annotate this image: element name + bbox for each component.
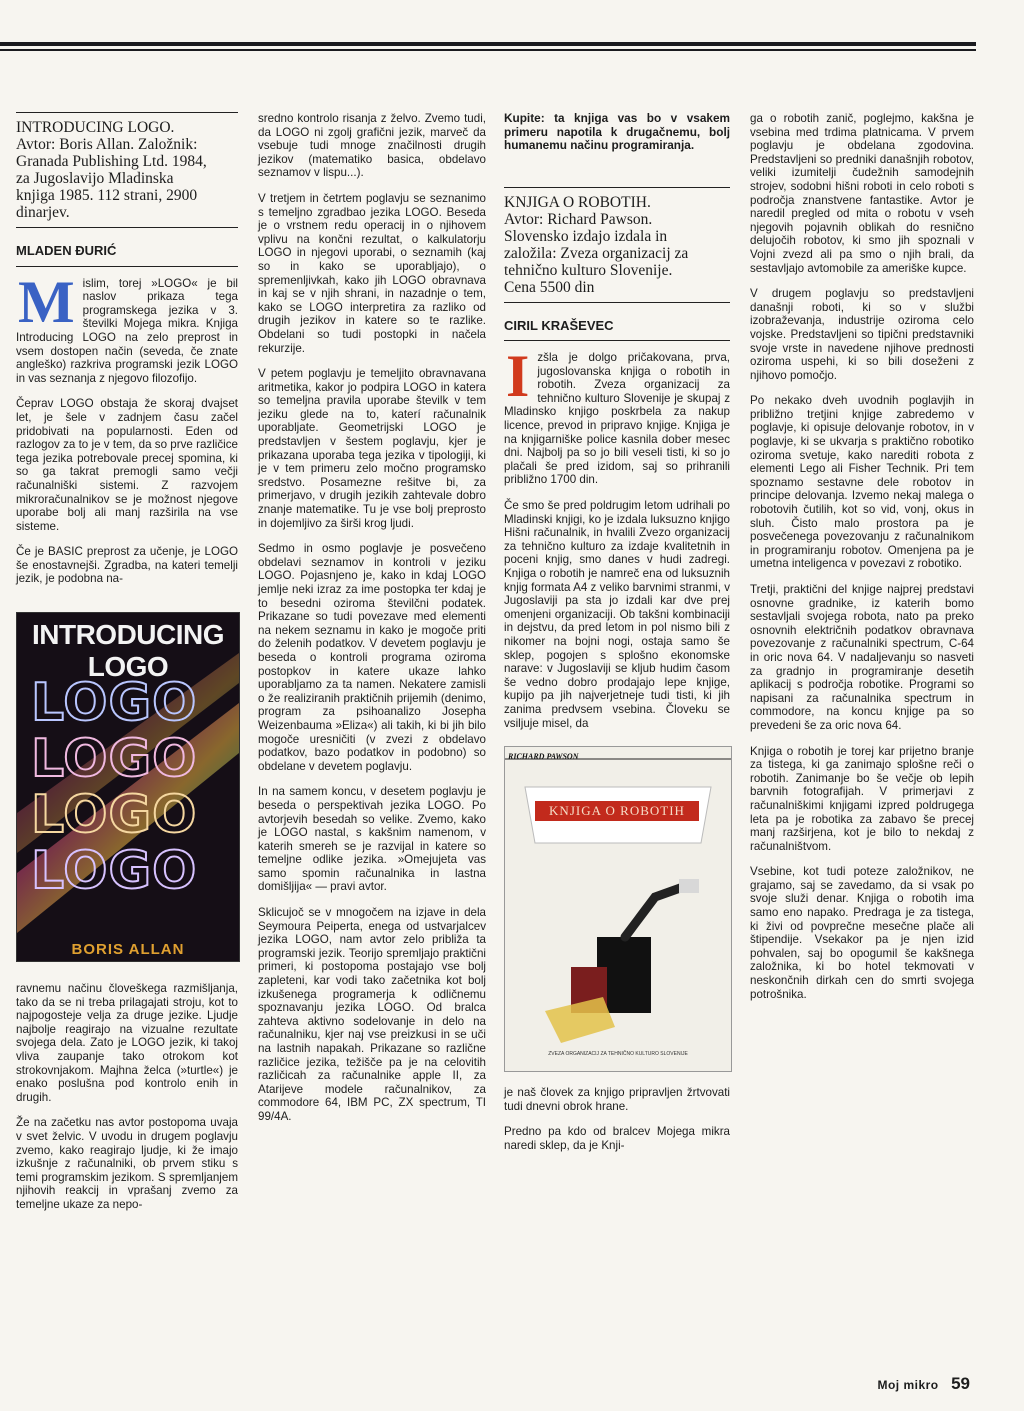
book-info-line: založila: Zveza organizacij za xyxy=(504,244,689,262)
article-paragraph: Čeprav LOGO obstaja že skoraj dvajset let, je šele v zadnjem času začel pridobivati na popularnosti. Eden od razlogov za to je v tem, da so prve različice tega jezika potrebovale precej spomina, ki so ga takrat premogli samo večji računalniški sistemi. Z razvojem mikroračunalnikov se je možnost njegove uporabe bolj ali manj razširila na vse sisteme. xyxy=(16,397,238,533)
article-paragraph: Že na začetku nas avtor postopoma uvaja v svet želvic. V uvodu in drugem poglavju zvemo, kako reagirajo ljudje, ki že imajo izkušnje z računalniki, ob prvem stiku s temi programskim jezikom. S spremljanjem njihovih reakcij in vprašanj zvemo za temeljne ukaze za nepo- xyxy=(16,1116,238,1211)
article-paragraph: V petem poglavju je temeljito obravnavana aritmetika, kakor jo podpira LOGO in katera so temeljna pravila uporabe številk v tem jeziku glede na to, katerí računalnik uporabljate. Geometrijski LOGO je predstavljen v šestem poglavju, kjer je prikazana uporaba tega jezika v tipologiji, ki je v tem primeru zelo močno programsko sredstvo. Posamezne rešitve bi, za primerjavo, v drugih jezikih zahtevale dobro znanje matematike. Tu je vse bolj preprosto in dojemljivo za širši krog ljudi. xyxy=(258,367,486,530)
article-paragraph: V drugem poglavju so predstavljeni današnji roboti, ki so v službi izobraževanja, industrije oziroma celo vojske. Predstavljeni so tipični predstavniki svoje vrste in navedene njihove prednosti oziroma uspehi, ki so bili doseženi z njihovo pomočjo. xyxy=(750,287,974,382)
article-paragraph: Sklicujoč se v mnogočem na izjave in dela Seymoura Peiperta, enega od ustvarjalcev jezika LOGO, nam avtor zelo približa ta programski jezik. Teorijo spremljajo praktični primeri, ki postopoma postajajo vse bolj zapleteni, kar vodi tako začetnika kot bolj izkušenega programerja k odličnemu spoznavanju jezika LOGO. Od bralca zahteva aktivno sodelovanje in delo na računalniku, kjer naj vse preizkusi in se uči na lastnih napakah. Prikazane so različne različice jezika, težišče pa je na celovitih različicah za računalnike apple II, za Atarijeve modele računalnikov, za commodore 64, IBM PC, ZX spectrum, TI 99/4A. xyxy=(258,906,486,1123)
article-paragraph: Predno pa kdo od bralcev Mojega mikra naredi sklep, da je Knji- xyxy=(504,1125,730,1152)
magazine-name: Moj mikro xyxy=(877,1378,939,1392)
drop-cap: I xyxy=(506,343,530,410)
book-info-line: INTRODUCING LOGO. xyxy=(16,119,175,136)
paragraph-text: islim, torej »LOGO« je bil naslov prikaza tega programskega jezika v 3. številki Mojega mikra. Knjiga Introducing LOGO na zelo preprost in vsem dostopen način (seveda, če znate angleško) razkriva programski jezik LOGO in vas seznanja z njegovo filozofijo. xyxy=(16,276,238,385)
cover-logo-word: LOGO xyxy=(31,673,198,734)
book-cover-knjiga-o-robotih xyxy=(504,746,732,1072)
cover-author: RICHARD PAWSON xyxy=(508,752,579,762)
article-paragraph: sredno kontrolo risanja z želvo. Zvemo tudi, da LOGO ni zgolj grafični jezik, marveč da vsebuje tudi mnoge značilnosti drugih jezikov (matematiko basica, obdelavo seznamov v lispu...). xyxy=(258,112,486,180)
article-paragraph: je naš človek za knjigo pripravljen žrtvovati tudi dnevni obrok hrane. xyxy=(504,1086,730,1113)
cover-title-line: INTRODUCING xyxy=(31,619,225,651)
book-info-line: Slovensko izdajo izdala in xyxy=(504,227,668,245)
article-paragraph xyxy=(504,343,730,487)
column-1 xyxy=(16,112,238,1224)
book-info-line: knjiga 1985. 112 strani, 2900 xyxy=(16,187,198,204)
byline-author: MLADEN ĐURIĆ xyxy=(16,244,238,267)
book-info-box-logo xyxy=(16,112,238,228)
cover-logo-word: LOGO xyxy=(31,729,198,790)
article-paragraph: In na samem koncu, v desetem poglavju je beseda o perspektivah jezika LOGO. Po avtorjevih besedah so velike. Zvemo, kako je LOGO nastal, s kakšnim namenom, v katerih smereh se je razvijal in katere so temeljne odlike jezika. »Omejujeta vas samo spomin računalnika in lastna domišljija« — pravi avtor. xyxy=(258,785,486,894)
book-cover-introducing-logo xyxy=(16,612,240,962)
cover-publisher: ZVEZA ORGANIZACIJ ZA TEHNIČNO KULTURO SLOVENIJE xyxy=(548,1050,688,1057)
book-info-line: Avtor: Richard Pawson. xyxy=(504,210,653,228)
book-info-line: Cena 5500 din xyxy=(504,278,595,296)
article-paragraph: Sedmo in osmo poglavje je posvečeno obdelavi seznamov in kontroli v jeziku LOGO. Pojasnjeno je, kako in kdaj LOGO jemlje neki izraz za ime postopka ter kdaj je to besedni oziroma številčni podatek. Prikazane so tudi povezave med elementi na nekem seznamu in kako je mogoče priti do želenih podatkov. V devetem poglavju je beseda o kontroli programa oziroma postopkov in katere ukaze lahko uporabljamo za ta namen. Nekatere zamisli o že realiziranih praktičnih prijemih (denimo, program za psihoanalizo Josepha Weizenbauma »Eliza«) ali takih, ki bi jih bilo mogoče uresničiti (v zvezi z obdelavo podatkov, bazo podatkov in podobno) so obdelane v devetem poglavju. xyxy=(258,542,486,773)
cover-author: BORIS ALLAN xyxy=(71,941,185,959)
article-paragraph: Če smo še pred poldrugim letom udrihali po Mladinski knjigi, ko je izdala luksuzno knjigo Hišni računalnik, in hvalili Zvezo organizacij za tehnično kulturo za izdaje kvalitetnih in poceni knjig, smo danes v hudi zadregi. Knjiga o robotih je namreč ena od luksuznih knjig formata A4 z veliko barvnimi stranmi, v Jugoslaviji pa sta jo izdali kar dve prej omenjeni organizaciji. Ob takšni kombinaciji in dejstvu, da pred letom in pol nismo bili z nikomer na bojni nogi, ostaja samo še sklep, pogojen s splošno ekonomske narave: v Jugoslaviji se kljub hudim časom še vedno dobro prodajajo lepe knjige, kupijo pa jih najverjetneje tudi tisti, ki jih zanima predvsem vsebina. Človeku se vsiljuje misel, da xyxy=(504,499,730,730)
book-info-box-robots xyxy=(504,187,730,303)
article-paragraph: Če je BASIC preprost za učenje, je LOGO še enostavnejši. Zgradba, na kateri temelji jezik, je podobna na- xyxy=(16,545,238,586)
article-paragraph: ravnemu načinu človeškega razmišljanja, tako da se ni treba prilagajati stroju, kot to najpogosteje velja za druge jezike. Ljudje najbolje reagirajo na vizualne rezultate svojega dela. Zato je LOGO jezik, ki takoj vliva zaupanje tako otrokom kot strokovnjakom. Majhna želca (»turtle«) je enako poslušna pod kontrolo enih in drugih. xyxy=(16,982,238,1104)
column-4 xyxy=(750,112,974,1013)
top-rule-thin xyxy=(0,49,976,51)
article-paragraph xyxy=(16,268,238,386)
page-number: 59 xyxy=(951,1374,970,1393)
cover-title: KNJIGA O ROBOTIH xyxy=(535,801,699,821)
cover-robot-art xyxy=(505,747,731,1071)
article-paragraph: ga o robotih zanič, poglejmo, kakšna je vsebina med trdima platnicama. V prvem poglavju je obdelana zgodovina. Predstavljeni so predniki današnjih robotov, veliki izumitelji čudežnih samodejnih strojev, sodobni hišni roboti in celo roboti s področja znanstvene fantastike. Avtor je naredil pregled od mita o robotu v vseh njegovih pojavnih oblikah do resnično delujočih robotov, ki smo jih spoznali v Vojni zvezd ali pa smo o njih brali, da sestavljajo avtomobile za ameriške kupce. xyxy=(750,112,974,275)
article-paragraph: Vsebine, kot tudi poteze založnikov, ne grajamo, saj se zavedamo, da si vsak po svoje služi denar. Knjiga o robotih ima samo eno napako. Predraga je za tistega, ki živi od povprečne mesečne plače ali štipendije. Vsekakor pa je njen izid pohvalen, saj bo opogumil še kakšnega založnika, ki bo hotel tekmovati v neskončnih dirkah cen do smrti svojega potrošnika. xyxy=(750,865,974,1001)
article-paragraph: Knjiga o robotih je torej kar prijetno branje za tistega, ki ga zanimajo splošne reči o robotih. Zanimanje bo še večje ob lepih barvnih fotografijah. V primerjavi z računalniškimi knjigami izpred poldrugega leta pa je robotika za zabavo še precej manj razširjena, kot je bilo to nekdaj z računalništvom. xyxy=(750,744,974,853)
column-3 xyxy=(504,112,730,1165)
verdict-text: Kupite: ta knjiga vas bo v vsakem primeru napotila k drugačnemu, bolj humanemu načinu programiranja. xyxy=(504,111,730,152)
paragraph-text: zšla je dolgo pričakovana, prva, jugoslovanska knjiga o robotih in robotih. Zveza organizacij za tehnično kulturo Slovenije je skupaj z Mladinsko knjigo poskrbela za nakup licence, prevod in pripravo knjige. Knjiga je na knjigarniške police kasnila dober mesec dni. Najbolj pa so jo bili veseli tisti, ki so jo plačali še pred izidom, saj so prihranili približno 1700 din. xyxy=(504,351,730,487)
book-info-line: KNJIGA O ROBOTIH. xyxy=(504,193,651,211)
byline-author: CIRIL KRAŠEVEC xyxy=(504,319,730,342)
page-footer xyxy=(877,1374,970,1394)
article-paragraph: Tretji, praktični del knjige najprej predstavi osnovne gradnike, iz katerih bomo sestavljali svojega robota, nato pa preko osnovnih električnih podatkov obravnava povezovanje z računalniki spectrum, C-64 in oric nova 64. V nadaljevanju so nasveti za gradnjo in programiranje desetih aplikacij s področja robotike. Programi so napisani za računalnika spectrum in commodore, na koncu knjige pa so prevedeni še za oric nova 64. xyxy=(750,583,974,732)
top-rule xyxy=(0,42,976,46)
cover-logo-word: LOGO xyxy=(31,785,198,846)
cover-logo-word: LOGO xyxy=(31,841,198,902)
book-info-line: tehnično kulturo Slovenije. xyxy=(504,261,673,279)
cover-title-line: LOGO xyxy=(87,651,169,683)
article-paragraph: Po nekako dveh uvodnih poglavjih in približno tretjini knjige zabredemo v poglavje, ki opisuje delovanje robotov, in v poglavje, ki se ukvarja s praktično robotiko oziroma svetuje, kako narediti robota z elementi Lego ali Fisher Technik. Pri tem spoznamo sestavne dele robotov in principe delovanja. Izvemo nekaj malega o robotovih čutilih, kot so vid, vonj, okus in sluh. Čisto malo prostora pa je posvečenega povezovanju z računalnikom in programiranju robotov. Omenjena pa je umetna inteligenca v povezavi z robotiko. xyxy=(750,394,974,571)
book-info-line: Avtor: Boris Allan. Založnik: xyxy=(16,136,198,153)
book-info-line: za Jugoslavijo Mladinska xyxy=(16,170,174,187)
book-info-line: dinarjev. xyxy=(16,204,70,221)
drop-cap: M xyxy=(18,268,75,335)
article-paragraph: V tretjem in četrtem poglavju se seznanimo s temeljno zgradbao jezika LOGO. Beseda je o vrstnem redu operacij in o njihovem vplivu na končni rezultat, o kalkulatorju LOGO in njegovi uporabi, o seznamih (kaj so in kako se uporabljajo), o spremenljivkah, kako jih LOGO obravnava in kaj se v njih shrani, in nazadnje o tem, kako se LOGO interpretira za razliko od drugih jezikov in katere so te razlike. Obdelani so tudi postopki in načela rekurzije. xyxy=(258,191,486,355)
book-info-line: Granada Publishing Ltd. 1984, xyxy=(16,153,207,170)
column-2 xyxy=(258,112,486,1136)
